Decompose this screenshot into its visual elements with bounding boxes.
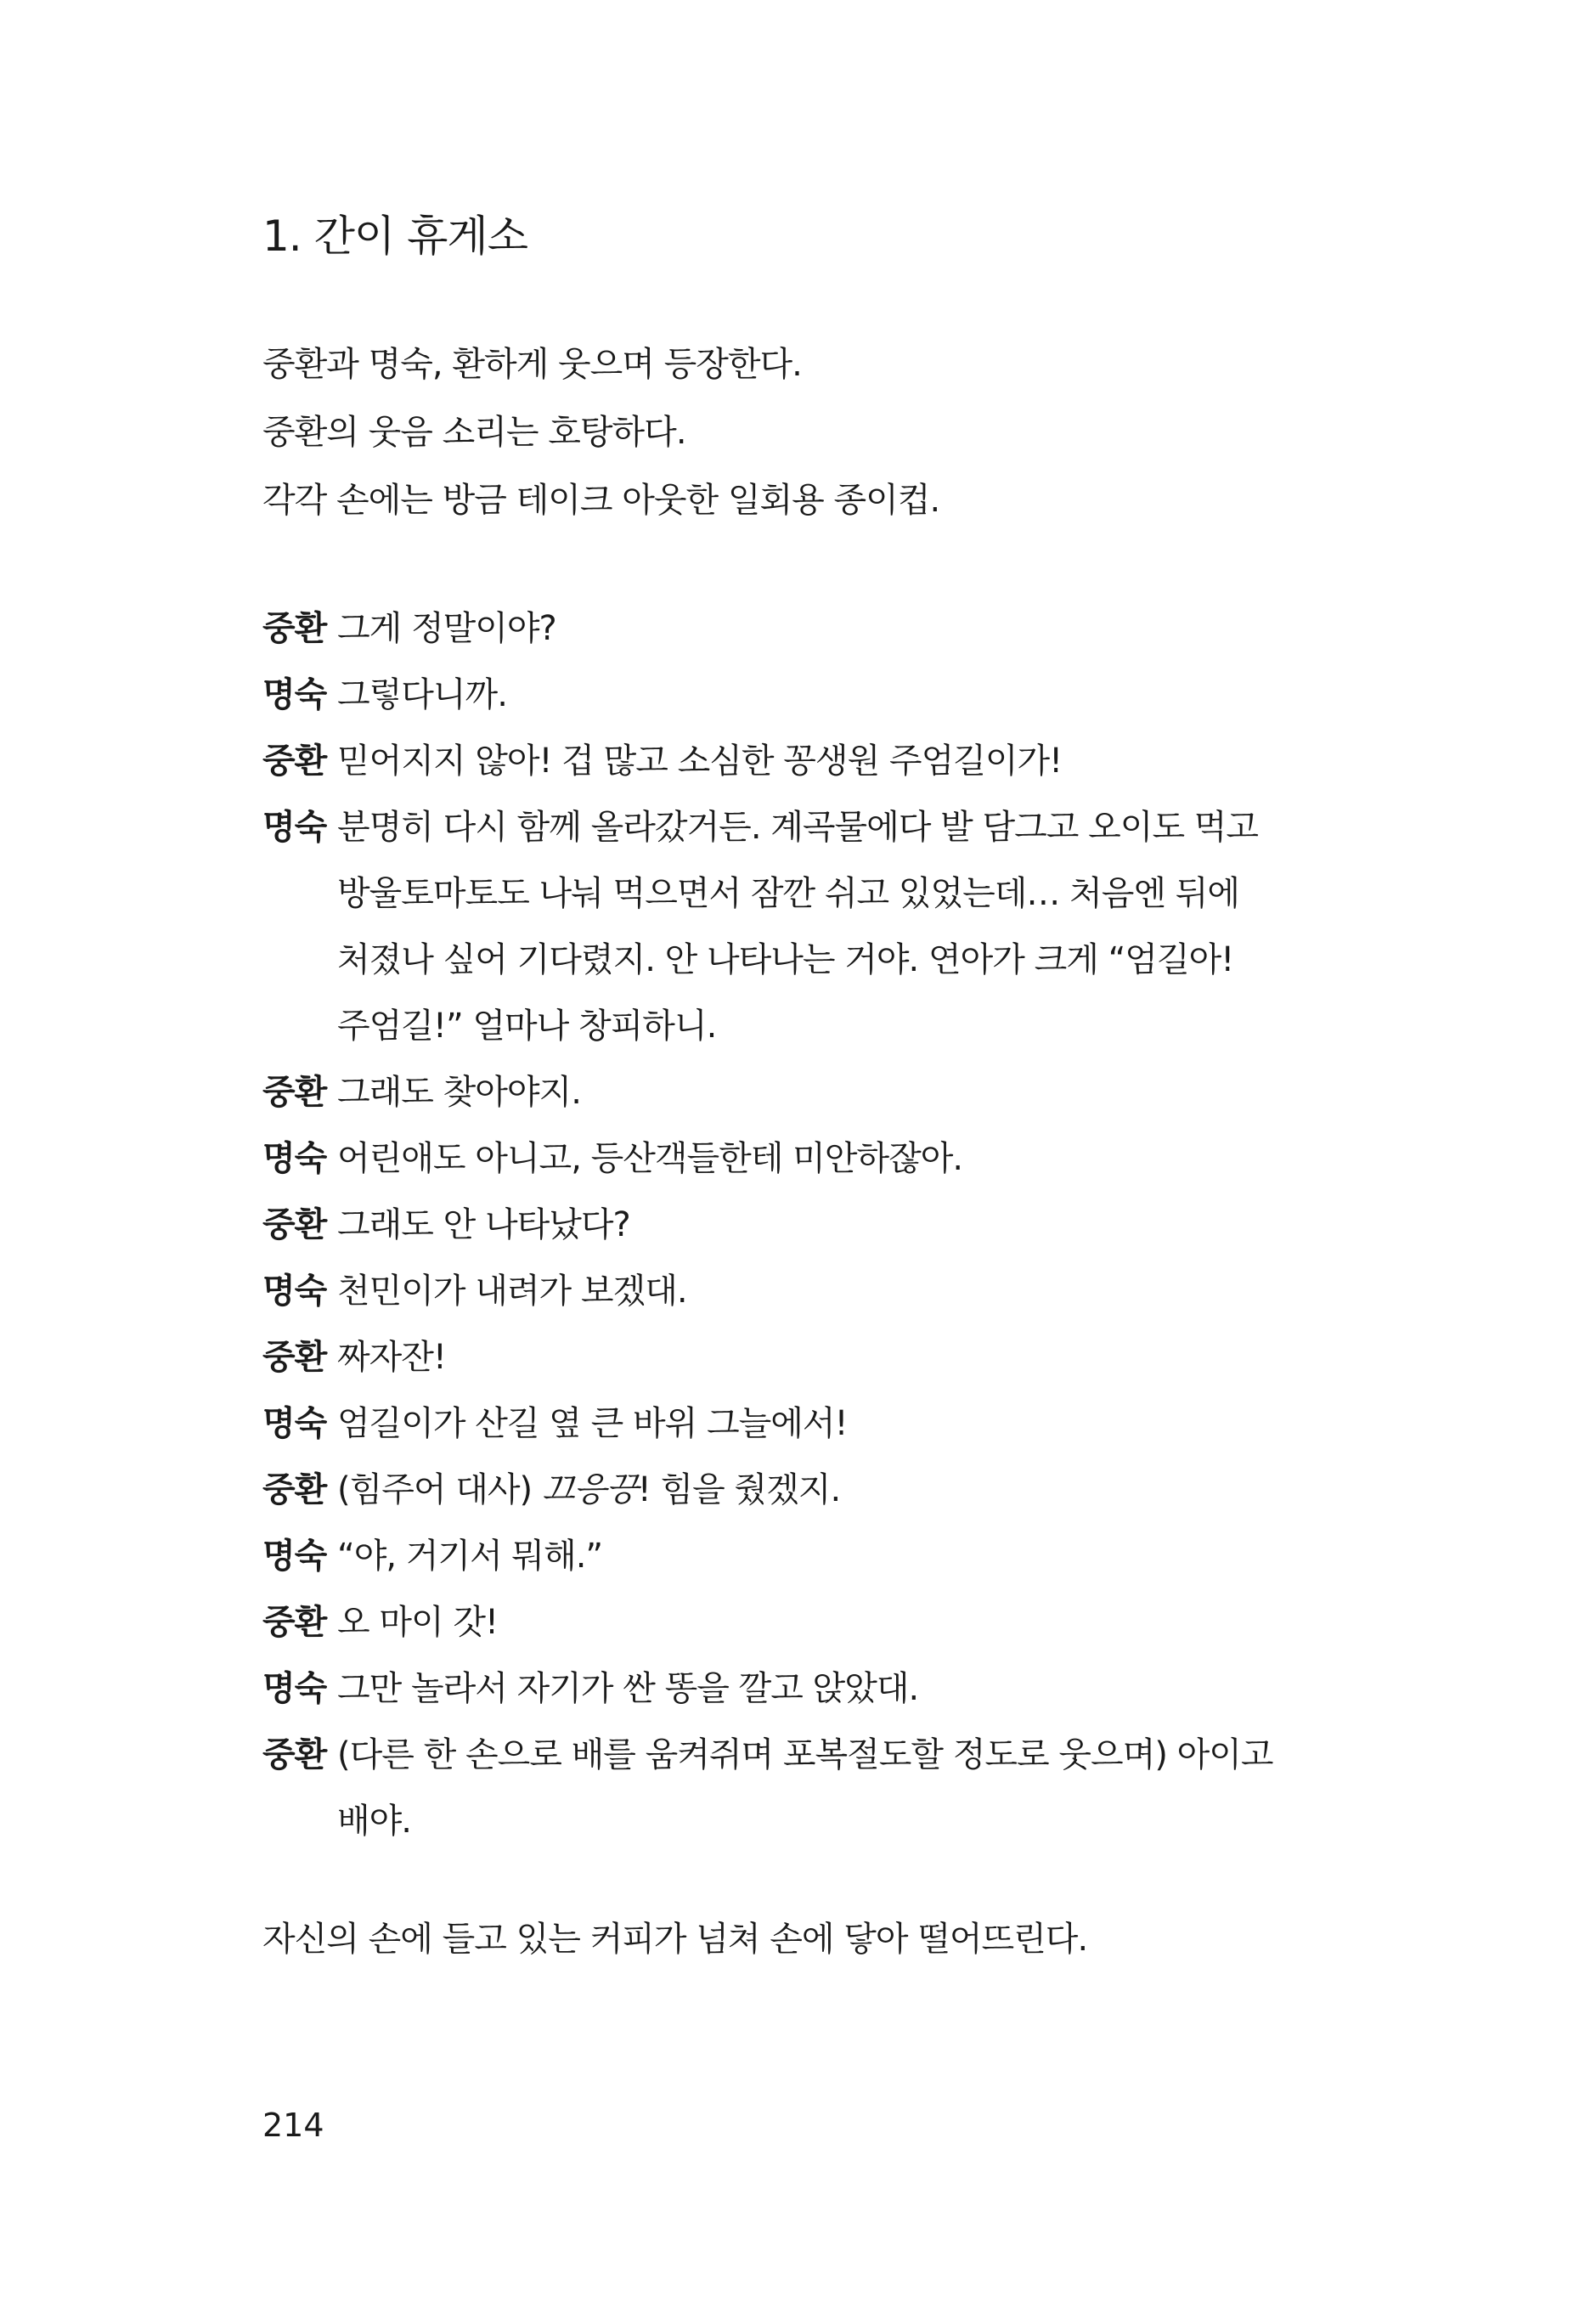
- outro-stage-direction: [262, 1905, 1316, 1973]
- dialogue-line: [262, 728, 1316, 794]
- stage-direction: 중환과 명숙, 환하게 웃으며 등장한다.: [262, 345, 802, 384]
- dialogue-line: [262, 1589, 1316, 1656]
- speech-text: 짜자잔!: [337, 1338, 446, 1377]
- speaker-name: 명숙: [262, 1404, 327, 1443]
- speech-text: 엄길이가 산길 옆 큰 바위 그늘에서!: [337, 1404, 848, 1443]
- speaker-name: 중환: [262, 742, 327, 781]
- speaker-name: 중환: [262, 1205, 327, 1244]
- speech-text: 그래도 안 나타났다?: [337, 1205, 630, 1244]
- dialogue-line: [262, 1390, 1316, 1457]
- speaker-name: 명숙: [262, 1139, 327, 1178]
- dialogue-line: [262, 794, 1316, 1059]
- emphasized-sound: 끄응끙: [541, 1470, 638, 1509]
- dialogue-line: [262, 1523, 1316, 1589]
- speaker-name: 명숙: [262, 1272, 327, 1311]
- dialogue-line: [262, 1258, 1316, 1324]
- speech-text: ! 힘을 줬겠지.: [637, 1470, 841, 1509]
- dialogue-line: [262, 1192, 1316, 1258]
- speech-text: 분명히 다시 함께 올라갔거든. 계곡물에다 발 담그고 오이도 먹고 방울토마토도 나눠 먹으면서 잠깐 쉬고 있었는데… 처음엔 뒤에 처졌나 싶어 기다렸지. 안 나타나는 거야. 연아가 크게 “엄길아! 주엄길!” 얼마나 창피하니.: [337, 808, 1259, 1046]
- speaker-name: 명숙: [262, 675, 327, 714]
- speech-text: 아이고 배야.: [337, 1735, 1273, 1841]
- speaker-name: 명숙: [262, 1537, 327, 1576]
- scene-title: 1. 간이 휴게소: [262, 212, 527, 261]
- stage-direction: 각각 손에는 방금 테이크 아웃한 일회용 종이컵.: [262, 481, 940, 520]
- stage-direction-inline: (힘주어 대사): [337, 1470, 533, 1509]
- speaker-name: 중환: [262, 1338, 327, 1377]
- speaker-name: 명숙: [262, 1669, 327, 1708]
- dialogue-line: [262, 1457, 1316, 1523]
- dialogue-line: [262, 595, 1316, 662]
- speech-text: 어린애도 아니고, 등산객들한테 미안하잖아.: [337, 1139, 963, 1178]
- speech-text: 그게 정말이야?: [337, 609, 556, 648]
- dialogue-line: [262, 1059, 1316, 1125]
- speech-text: 오 마이 갓!: [337, 1603, 499, 1642]
- speaker-name: 중환: [262, 1735, 327, 1774]
- speaker-name: 중환: [262, 609, 327, 648]
- dialogue-line: [262, 1656, 1316, 1722]
- speaker-name: 명숙: [262, 808, 327, 847]
- speech-text: 믿어지지 않아! 겁 많고 소심한 꽁생원 주엄길이가!: [337, 742, 1063, 781]
- speech-with-direction: [337, 1457, 1316, 1523]
- dialogue-line: [262, 1324, 1316, 1390]
- dialogue-line: [262, 1722, 1316, 1854]
- speaker-name: 중환: [262, 1470, 327, 1509]
- speech-text: 그렇다니까.: [337, 675, 507, 714]
- dialogue-line: [262, 1125, 1316, 1192]
- dialogue-block: [262, 595, 1316, 1854]
- speech-with-direction: [337, 1722, 1316, 1854]
- stage-direction: 중환의 웃음 소리는 호탕하다.: [262, 413, 686, 452]
- speaker-name: 중환: [262, 1073, 327, 1112]
- page-number: 214: [262, 2107, 324, 2144]
- dialogue-line: [262, 662, 1316, 728]
- stage-direction-inline: (다른 한 손으로 배를 움켜쥐며 포복절도할 정도로 웃으며): [337, 1735, 1167, 1774]
- speech-text: “야, 거기서 뭐해.”: [337, 1537, 603, 1576]
- speech-text: 그래도 찾아야지.: [337, 1073, 581, 1112]
- speaker-name: 중환: [262, 1603, 327, 1642]
- intro-stage-directions: [262, 330, 1316, 534]
- speech-text: 그만 놀라서 자기가 싼 똥을 깔고 앉았대.: [337, 1669, 919, 1708]
- speech-text: 천민이가 내려가 보겠대.: [337, 1272, 687, 1311]
- stage-direction: 자신의 손에 들고 있는 커피가 넘쳐 손에 닿아 떨어뜨린다.: [262, 1920, 1088, 1959]
